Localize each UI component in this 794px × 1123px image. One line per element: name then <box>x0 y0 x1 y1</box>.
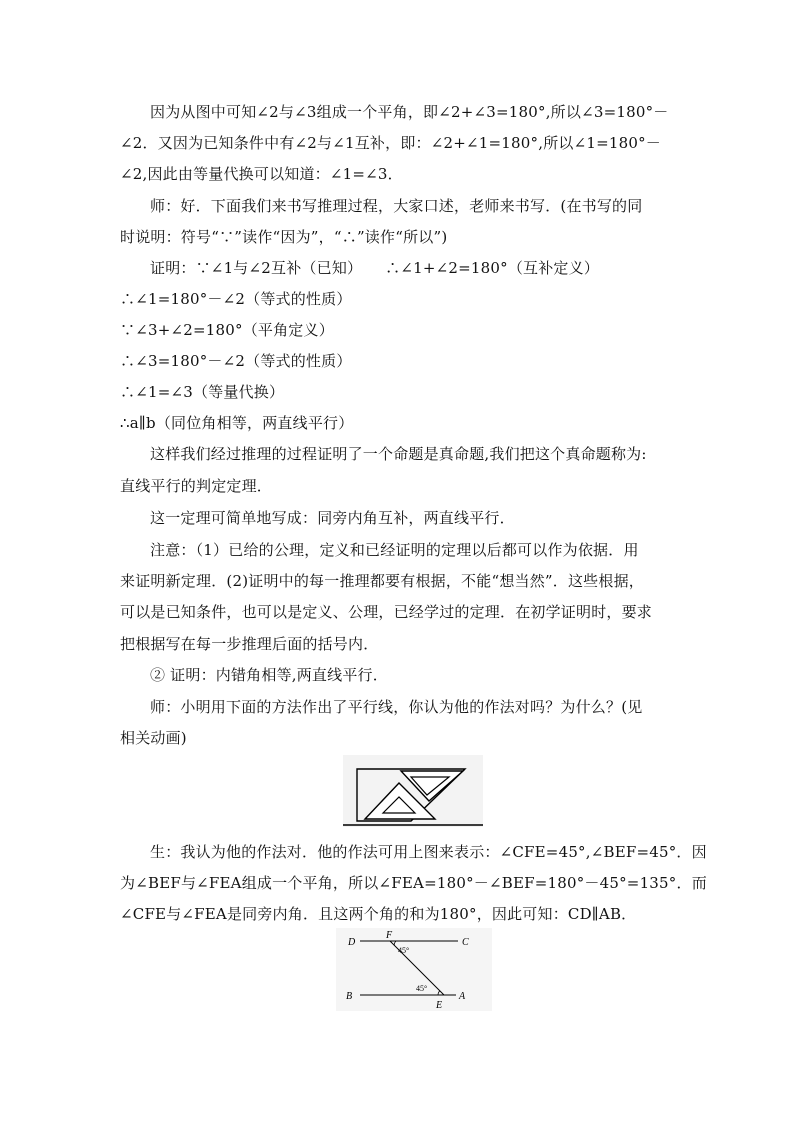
proof-line: ∵∠3+∠2=180°（平角定义） <box>120 321 334 339</box>
label-e: E <box>436 1000 443 1011</box>
proof-line: ∴a∥b（同位角相等，两直线平行） <box>120 414 354 432</box>
paragraph-line: ② 证明：内错角相等,两直线平行． <box>150 666 388 684</box>
set-square-figure <box>343 755 483 827</box>
paragraph-line: 为∠BEF与∠FEA组成一个平角，所以∠FEA=180°－∠BEF=180°－45°=135°．而 <box>120 874 707 892</box>
paragraph-line: 生：我认为他的作法对．他的作法可用上图来表示：∠CFE=45°,∠BEF=45°．因 <box>150 843 707 861</box>
paragraph-line: 因为从图中可知∠2与∠3组成一个平角，即∠2+∠3=180°,所以∠3=180°－ <box>150 103 669 121</box>
proof-line: ∴∠3=180°－∠2（等式的性质） <box>120 352 352 370</box>
paragraph-line: 把根据写在每一步推理后面的括号内． <box>120 635 379 653</box>
label-b: B <box>346 991 353 1002</box>
paragraph-line: 直线平行的判定定理． <box>120 477 273 495</box>
angle-arc-bottom <box>438 991 440 995</box>
label-f: F <box>386 930 393 941</box>
paragraph-line: 师：好．下面我们来书写推理过程，大家口述，老师来书写．(在书写的同 <box>150 197 643 215</box>
label-d: D <box>348 937 356 948</box>
proof-line: 证明：∵∠1与∠2互补（已知） ∴∠1+∠2=180°（互补定义） <box>150 259 600 277</box>
paragraph-line: ∠2,因此由等量代换可以知道：∠1=∠3． <box>120 165 403 183</box>
label-c: C <box>462 937 469 948</box>
proof-line: ∴∠1=∠3（等量代换） <box>120 383 285 401</box>
paragraph-line: ∠2．又因为已知条件中有∠2与∠1互补，即：∠2+∠1=180°,所以∠1=180°－ <box>120 134 662 152</box>
paragraph-line: 注意：（1）已给的公理，定义和已经证明的定理以后都可以作为依据．用 <box>150 541 639 559</box>
paragraph-line: ∠CFE与∠FEA是同旁内角．且这两个角的和为180°，因此可知：CD∥AB． <box>120 905 637 923</box>
label-a: A <box>459 991 466 1002</box>
paragraph-line: 师：小明用下面的方法作出了平行线，你认为他的作法对吗？为什么？(见 <box>150 698 643 716</box>
proof-line: ∴∠1=180°－∠2（等式的性质） <box>120 290 352 308</box>
angle-label-bottom: 45° <box>416 984 428 993</box>
parallel-lines-figure <box>336 928 492 1011</box>
paragraph-line: 这一定理可简单地写成：同旁内角互补，两直线平行． <box>150 509 515 527</box>
paragraph-line: 可以是已知条件，也可以是定义、公理，已经学过的定理．在初学证明时，要求 <box>120 603 653 621</box>
paragraph-line: 这样我们经过推理的过程证明了一个命题是真命题,我们把这个真命题称为: <box>150 445 647 463</box>
angle-arc-top <box>394 941 396 945</box>
paragraph-line: 来证明新定理．(2)证明中的每一推理都要有根据，不能“想当然”．这些根据， <box>120 572 644 590</box>
paragraph-line: 时说明：符号“∵”读作“因为”，“∴”读作“所以”) <box>120 228 448 246</box>
paragraph-line: 相关动画) <box>120 729 187 747</box>
angle-label-top: 45° <box>398 946 410 955</box>
